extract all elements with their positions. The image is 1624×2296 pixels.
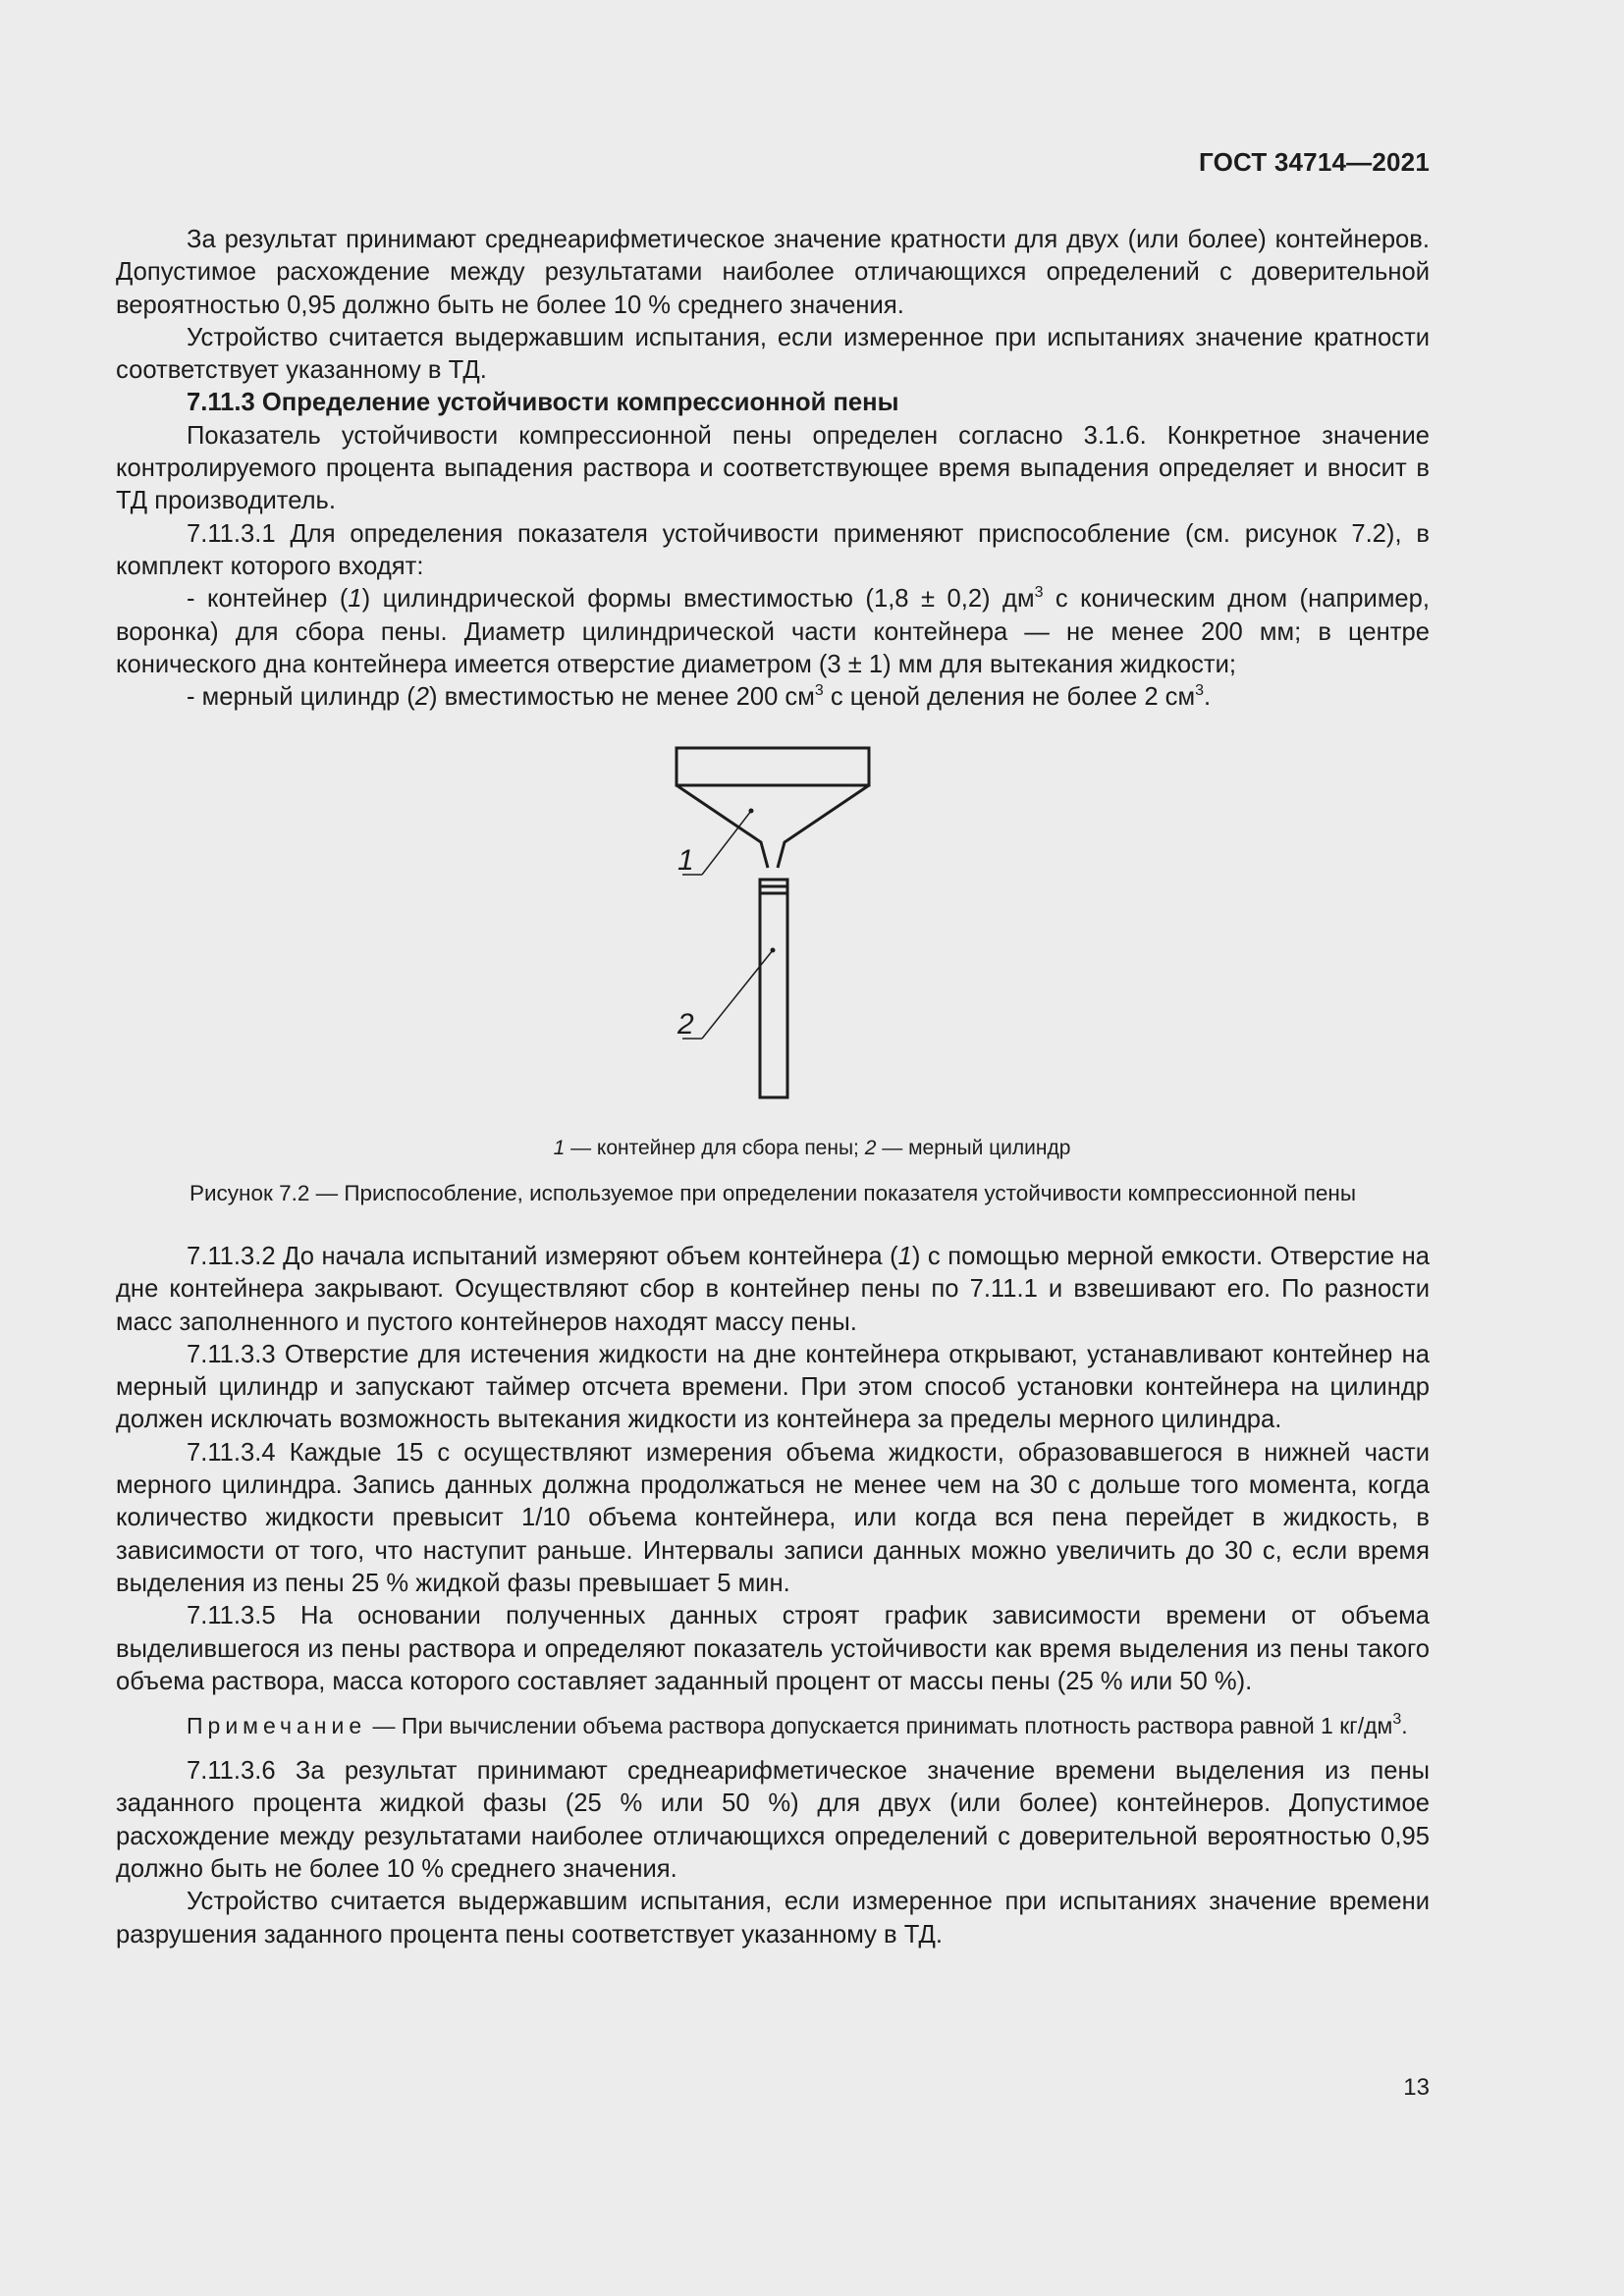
- paragraph: 7.11.3.3 Отверстие для истечения жидкости на дне контейнера открывают, устанавливают контейнер на мерный цилиндр и запускают таймер отсчета времени. При этом способ установки контейнера на цилиндр должен исключать возможность вытекания жидкости из контейнера за пределы мерного цилиндра.: [116, 1340, 1430, 1434]
- paragraph: Показатель устойчивости компрессионной пены определен согласно 3.1.6. Конкретное значение контролируемого процента выпадения раствора и соответствующее время выпадения определяет и вносит в ТД производитель.: [116, 421, 1430, 515]
- figure-caption: Рисунок 7.2 — Приспособление, используемое при определении показателя устойчивости компрессионной пены: [189, 1181, 1357, 1205]
- paragraph: Устройство считается выдержавшим испытания, если измеренное при испытаниях значение времени разрушения заданного процента пены соответствует указанному в ТД.: [116, 1888, 1430, 1949]
- paragraph: 7.11.3.1 Для определения показателя устойчивости применяют приспособление (см. рисунок 7.2), в комплект которого входят:: [116, 519, 1430, 580]
- paragraph: 7.11.3.5 На основании полученных данных строят график зависимости времени от объема выделившегося из пены раствора и определяют показатель устойчивости как время выделения из пены такого объема раствора, масса которого составляет заданный процент от массы пены (25 % или 50 %).: [116, 1602, 1430, 1695]
- list-item: - мерный цилиндр (2) вместимостью не менее 200 $см^3$ с ценой деления не более 2 $см^3$.: [187, 682, 1212, 712]
- label-cylinder: 2: [677, 1008, 694, 1041]
- paragraph: Устройство считается выдержавшим испытания, если измеренное при испытаниях значение кратности соответствует указанному в ТД.: [116, 323, 1430, 385]
- measuring-cylinder: [760, 893, 787, 1097]
- note: Примечание — При вычислении объема раствора допускается принимать плотность раствора равной 1 $кг/дм^3$.: [187, 1711, 1408, 1739]
- paragraph: За результат принимают среднеарифметическое значение кратности для двух (или более) контейнеров. Допустимое расхождение между результатами наиболее отличающихся определений с доверительной вероятностью 0,95 должно быть не более 10 % среднего значения.: [116, 226, 1430, 319]
- document-header: ГОСТ 34714—2021: [1199, 147, 1430, 177]
- figure-legend: 1 — контейнер для сбора пены; 2 — мерный цилиндр: [553, 1137, 1071, 1159]
- label-container: 1: [677, 844, 694, 877]
- paragraph: 7.11.3.4 Каждые 15 с осуществляют измерения объема жидкости, образовавшегося в нижней части мерного цилиндра. Запись данных должна продолжаться не менее чем на 30 с дольше того момента, когда количество жидкости превысит 1/10 объема контейнера, или когда вся пена перейдет в жидкость, в зависимости от того, что наступит раньше. Интервалы записи данных можно увеличить до 30 с, если время выделения из пены 25 % жидкой фазы превышает 5 мин.: [116, 1438, 1430, 1597]
- list-item: - контейнер (1) цилиндрической формы вместимостью (1,8 ± 0,2) $дм^3$ с коническим дном (например, воронка) для сбора пены. Диаметр цилиндрической части контейнера — не менее 200 мм; в центре конического дна контейнера имеется отверстие диаметром (3 ± 1) мм для вытекания жидкости;: [116, 584, 1431, 678]
- leader-line-2: [702, 950, 773, 1039]
- paragraph: 7.11.3.6 За результат принимают среднеарифметическое значение времени выделения из пены заданного процента жидкой фазы (25 % или 50 %) для двух (или более) контейнеров. Допустимое расхождение между результатами наиболее отличающихся определений с доверительной вероятностью 0,95 должно быть не более 10 % среднего значения.: [116, 1757, 1430, 1884]
- funnel-cylinder-diagram: [648, 742, 903, 1105]
- section-lower: [116, 1241, 1430, 1951]
- page-number: 13: [1403, 2074, 1430, 2101]
- container-rim: [677, 748, 869, 785]
- section-upper: [116, 224, 1430, 714]
- section-heading: 7.11.3 Определение устойчивости компрессионной пены: [187, 389, 899, 417]
- paragraph: 7.11.3.2 До начала испытаний измеряют объем контейнера (1) с помощью мерной емкости. Отверстие на дне контейнера закрывают. Осуществляют сбор в контейнер пены по 7.11.1 и взвешивают его. По разности масс заполненного и пустого контейнеров находят массу пены.: [116, 1243, 1430, 1336]
